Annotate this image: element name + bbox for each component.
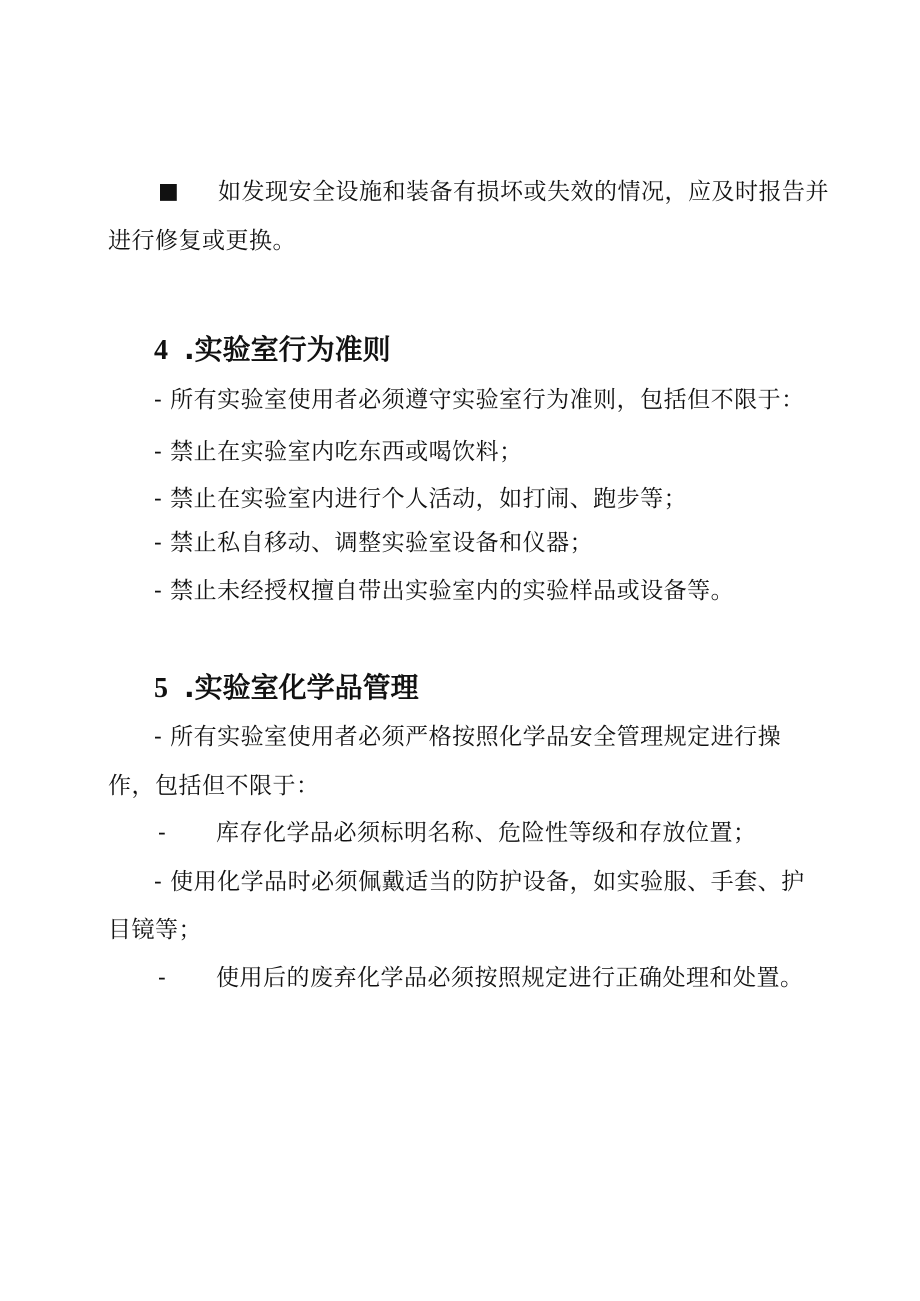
section-5-number: 5 — [154, 673, 168, 704]
section-5-title: .实验室化学品管理 — [184, 671, 419, 704]
section-4-title: .实验室行为准则 — [184, 333, 391, 366]
bullet-text-line-2: 进行修复或更换。 — [108, 228, 296, 254]
bullet-text-line-1: 如发现安全设施和装备有损坏或失效的情况，应及时报告并 — [218, 179, 829, 205]
section-5-heading — [154, 670, 419, 707]
section-4-intro: - 所有实验室使用者必须遵守实验室行为准则，包括但不限于： — [154, 387, 805, 413]
section-4-item-3: - 禁止私自移动、调整实验室设备和仪器； — [154, 530, 594, 556]
section-5-item-2-line-1: - 使用化学品时必须佩戴适当的防护设备，如实验服、手套、护 — [154, 869, 805, 895]
section-4-item-2: - 禁止在实验室内进行个人活动，如打闹、跑步等； — [154, 486, 688, 512]
section-5-intro-line-1: - 所有实验室使用者必须严格按照化学品安全管理规定进行操 — [154, 724, 782, 750]
section-5-item-1-marker: - — [158, 820, 167, 846]
square-bullet-icon: ■ — [158, 179, 179, 204]
section-4-heading — [154, 332, 391, 369]
section-4-number: 4 — [154, 335, 168, 366]
section-4-item-1: - 禁止在实验室内吃东西或喝饮料； — [154, 439, 523, 465]
section-5-item-2-line-2: 目镜等； — [108, 917, 202, 943]
section-5-item-1-text: 库存化学品必须标明名称、危险性等级和存放位置； — [216, 820, 757, 846]
section-5-item-3-marker: - — [158, 965, 167, 991]
section-4-item-4: - 禁止未经授权擅自带出实验室内的实验样品或设备等。 — [154, 578, 735, 604]
section-5-intro-line-2: 作，包括但不限于： — [108, 773, 320, 799]
section-5-item-3-text: 使用后的废弃化学品必须按照规定进行正确处理和处置。 — [216, 965, 804, 991]
